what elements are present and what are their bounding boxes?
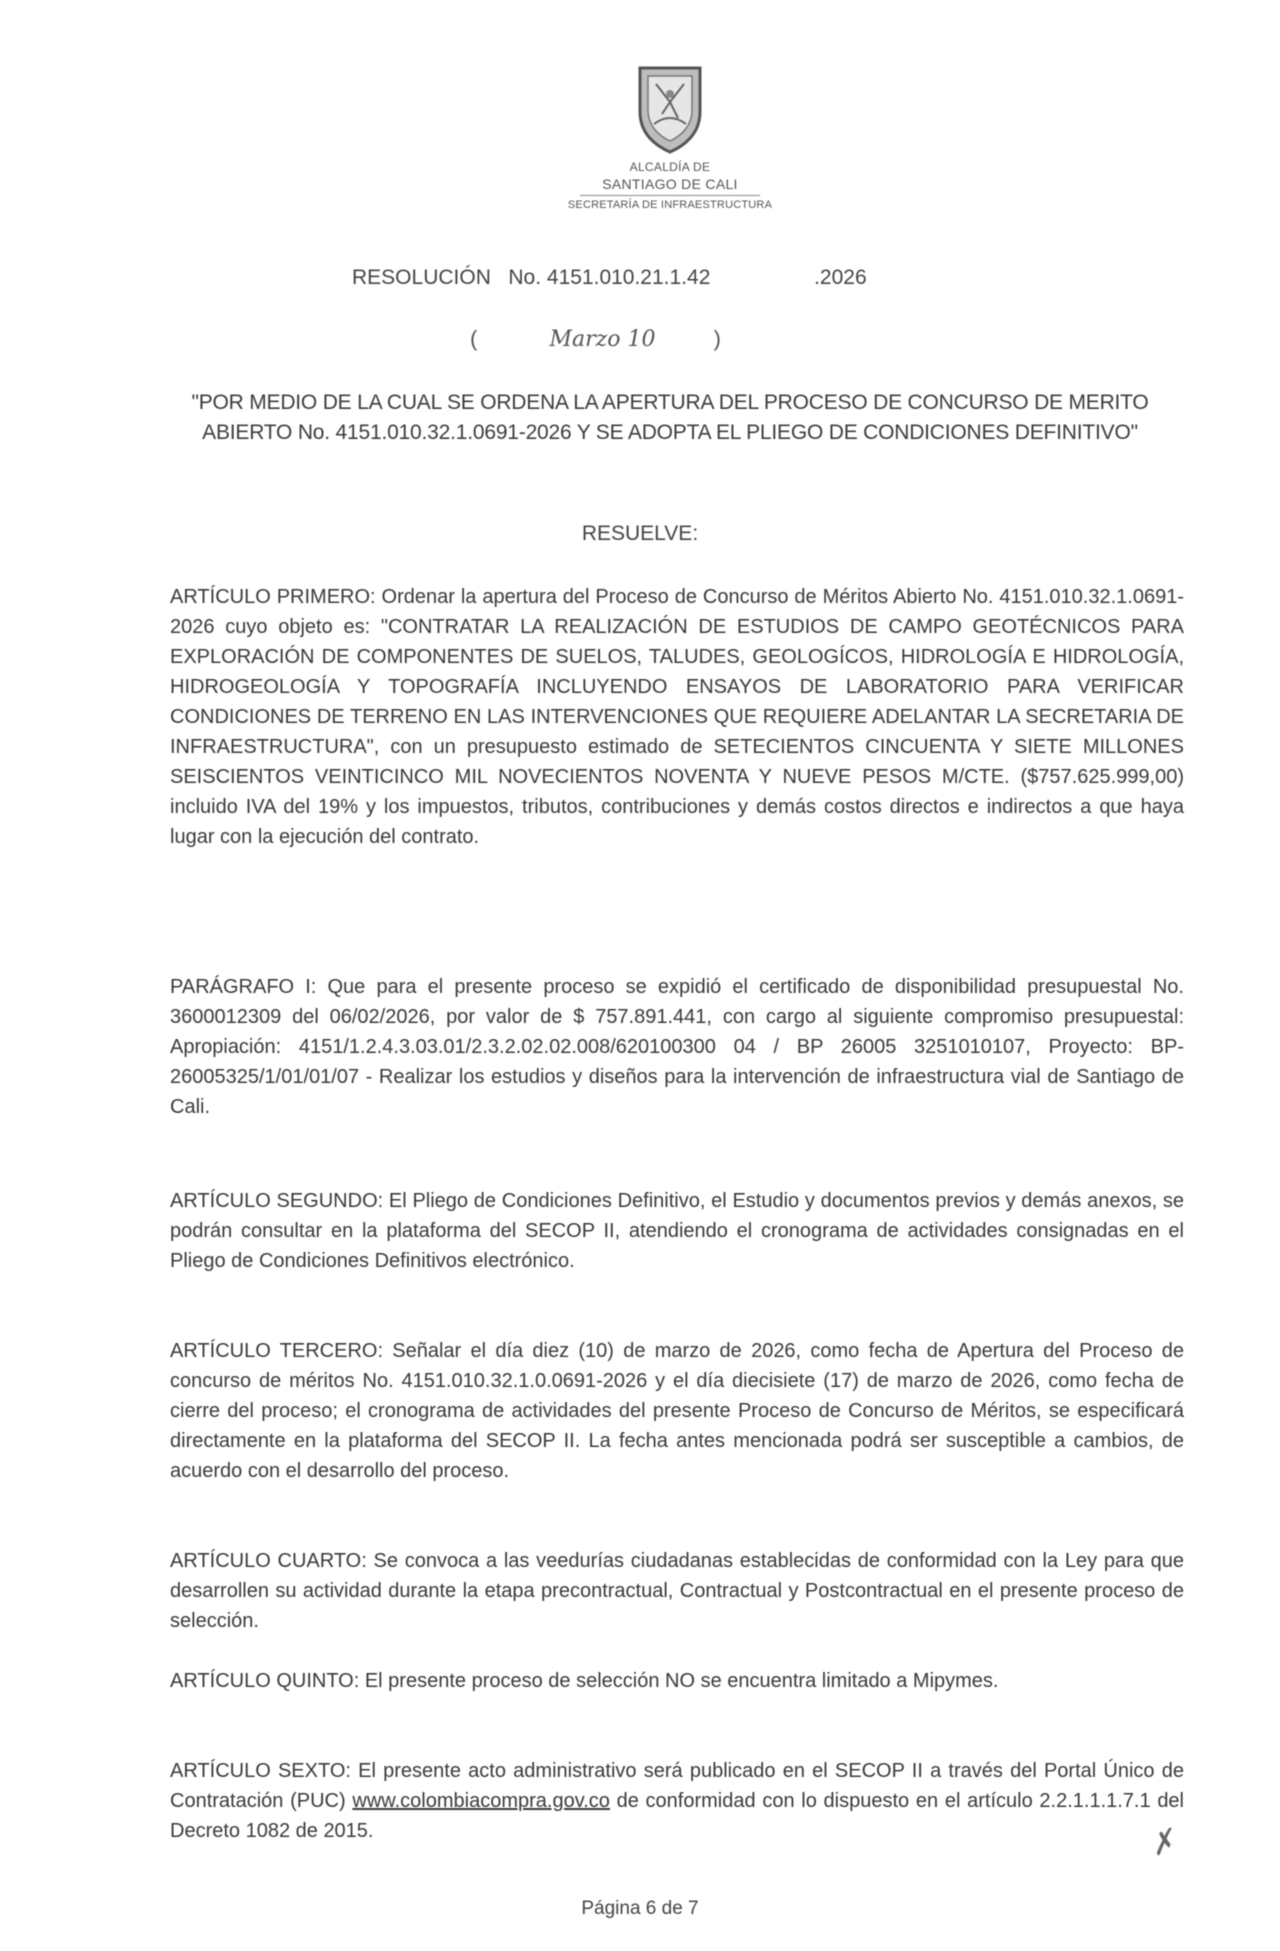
resolution-date-line	[470, 326, 721, 352]
resolution-title: "POR MEDIO DE LA CUAL SE ORDENA LA APERTURA DEL PROCESO DE CONCURSO DE MERITO ABIERTO No. 4151.010.32.1.0691-2026 Y SE ADOPTA EL PLIEGO DE CONDICIONES DEFINITIVO"	[191, 391, 1149, 444]
article-segundo: ARTÍCULO SEGUNDO: El Pliego de Condiciones Definitivo, el Estudio y documentos previos y demás anexos, se podrán consultar en la plataforma del SECOP II, atendiendo el cronograma de actividades consignadas en el Pliego de Condiciones Definitivos electrónico.	[170, 1190, 1184, 1272]
org-department: SECRETARÍA DE INFRAESTRUCTURA	[567, 199, 773, 211]
colombiacompra-link[interactable]: www.colombiacompra.gov.co	[352, 1790, 610, 1812]
resolution-year: .2026	[814, 266, 867, 289]
article-sexto-text-end: de conformidad con lo dispuesto en el artículo 2.2.1.1.1.7.1 del Decreto 1082 de 2015.	[170, 1790, 1185, 1842]
letterhead	[540, 62, 800, 211]
letterhead-divider	[580, 195, 760, 196]
date-close-paren: )	[713, 326, 721, 351]
date-open-paren: (	[470, 326, 478, 351]
article-cuarto: ARTÍCULO CUARTO: Se convoca a las veedurías ciudadanas establecidas de conformidad con la Ley para que desarrollen su actividad durante la etapa precontractual, Contractual y Postcontractual en el presente proceso de selección.	[170, 1550, 1184, 1632]
paragrafo-1: PARÁGRAFO I: Que para el presente proceso se expidió el certificado de disponibilidad presupuestal No. 3600012309 del 06/02/2026, por valor de $ 757.891.441, con cargo al siguiente compromiso presupuestal: Apropiación: 4151/1.2.4.3.03.01/2.3.2.02.02.008/620100300 04 / BP 26005 3251010107, Proyecto: BP-26005325/1/01/01/07 - Realizar los estudios y diseños para la intervención de infraestructura vial de Santiago de Cali.	[170, 976, 1184, 1118]
page-number: Página 6 de 7	[581, 1898, 699, 1919]
article-quinto: ARTÍCULO QUINTO: El presente proceso de selección NO se encuentra limitado a Mipymes.	[170, 1670, 999, 1692]
article-sexto	[170, 1756, 1184, 1846]
resuelve-heading: RESUELVE:	[581, 522, 699, 545]
org-name-line2: SANTIAGO DE CALI	[602, 176, 738, 192]
handwritten-initials-mark: ✗	[1144, 1822, 1181, 1865]
coat-of-arms-shield-icon	[634, 62, 706, 154]
org-name-line1: ALCALDÍA DE	[629, 160, 711, 174]
resolution-label: RESOLUCIÓN	[352, 266, 491, 289]
resolution-number-line	[352, 266, 867, 290]
article-primero: ARTÍCULO PRIMERO: Ordenar la apertura del Proceso de Concurso de Méritos Abierto No. 4151.010.32.1.0691-2026 cuyo objeto es: "CONTRATAR LA REALIZACIÓN DE ESTUDIOS DE CAMPO GEOTÉCNICOS PARA EXPLORACIÓN DE COMPONENTES DE SUELOS, TALUDES, GEOLOGÍCOS, HIDROLOGÍA E HIDROLOGÍA, HIDROGEOLOGÍA Y TOPOGRAFÍA INCLUYENDO ENSAYOS DE LABORATORIO PARA VERIFICAR CONDICIONES DE TERRENO EN LAS INTERVENCIONES QUE REQUIERE ADELANTAR LA SECRETARIA DE INFRAESTRUCTURA", con un presupuesto estimado de SETECIENTOS CINCUENTA Y SIETE MILLONES SEISCIENTOS VEINTICINCO MIL NOVECIENTOS NOVENTA Y NUEVE PESOS M/CTE. ($757.625.999,00) incluido IVA del 19% y los impuestos, tributos, contribuciones y demás costos directos e indirectos a que haya lugar con la ejecución del contrato.	[170, 586, 1184, 848]
handwritten-date: Marzo 10	[549, 327, 656, 352]
article-sexto-text: ARTÍCULO SEXTO: El presente acto administrativo será publicado en el SECOP II a través del Portal Único de Contratación (PUC)	[170, 1760, 1184, 1812]
article-tercero: ARTÍCULO TERCERO: Señalar el día diez (10) de marzo de 2026, como fecha de Apertura del Proceso de concurso de méritos No. 4151.010.32.1.0.0691-2026 y el día diecisiete (17) de marzo de 2026, como fecha de cierre del proceso; el cronograma de actividades del presente Proceso de Concurso de Méritos, se especificará directamente en la plataforma del SECOP II. La fecha antes mencionada podrá ser susceptible a cambios, de acuerdo con el desarrollo del proceso.	[170, 1340, 1184, 1482]
resolution-number: No. 4151.010.21.1.42	[508, 266, 711, 289]
